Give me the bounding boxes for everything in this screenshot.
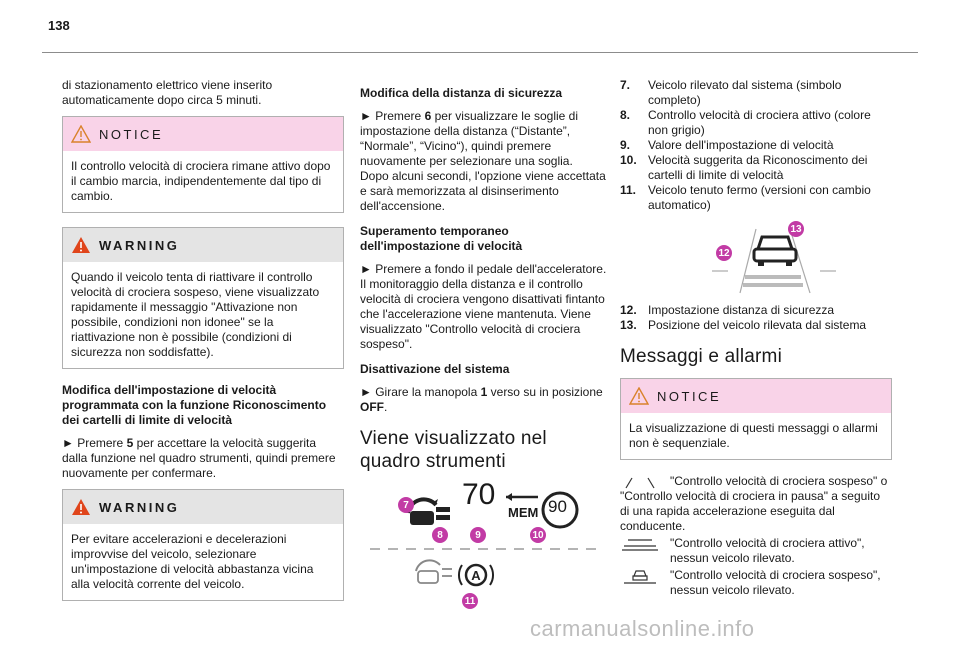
warning-title: WARNING xyxy=(99,237,180,253)
auto-hold-icon xyxy=(459,565,493,585)
distance-figure xyxy=(620,219,892,297)
warning-title-2: WARNING xyxy=(99,499,180,515)
list-item: 13. Posizione del veicolo rilevata dal sistema xyxy=(620,318,867,332)
notice-header-3 xyxy=(621,379,891,413)
para-press-5 xyxy=(62,436,344,481)
notice-title-3: NOTICE xyxy=(657,388,722,404)
column-3 xyxy=(620,78,892,600)
mem-label: MEM xyxy=(508,505,539,520)
para-rest: per accettare la velocità suggerita dalla funzione nel quadro strumenti, quindi premere nuovamente per confermare. xyxy=(62,436,336,480)
para-memorized: Dopo alcuni secondi, l'opzione viene accettata e sarà memorizzata al disinserimento dell'accensione. xyxy=(360,169,606,213)
message-item-1: "Controllo velocità di crociera sospeso" o "Controllo velocità di crociera in pausa" a seguito di una rapida accelerazione eseguita dal conducente. xyxy=(620,474,888,533)
para-mid: verso su in posizione xyxy=(490,385,603,399)
warning-body-2: Per evitare accelerazioni e decelerazioni improvvise del veicolo, selezionare un'impostazione di velocità abbastanza vicina alla velocità corrente del veicolo. xyxy=(71,532,314,591)
list-item: 7. Veicolo rilevato dal sistema (simbolo completo) xyxy=(620,78,842,107)
watermark: carmanualsonline.info xyxy=(530,616,755,641)
section-title-display: Viene visualizzato nel quadro strumenti xyxy=(360,428,547,472)
page-number: 138 xyxy=(48,18,70,33)
warning-triangle-icon xyxy=(71,498,91,516)
legend-list-1 xyxy=(620,78,892,213)
callout-badge-11: 11 xyxy=(462,593,478,609)
notice-header xyxy=(63,117,343,151)
para-knob xyxy=(360,385,608,415)
no-vehicle-suspended-icon xyxy=(620,570,660,584)
car-front-icon xyxy=(754,237,796,266)
notice-box-3 xyxy=(620,378,892,460)
distance-illustration xyxy=(620,219,892,297)
message-item-2: "Controllo velocità di crociera attivo", nessun veicolo rilevato. xyxy=(620,536,892,566)
notice-body: Il controllo velocità di crociera rimane attivo dopo il cambio marcia, indipendentemente dal tipo di cambio. xyxy=(71,159,331,203)
list-item: 10. Velocità suggerita da Riconoscimento dei cartelli di limite di velocità xyxy=(620,153,868,182)
cruise-inactive-icon xyxy=(416,560,452,583)
notice-triangle-icon xyxy=(629,387,649,405)
para-prefix: ► Girare la manopola xyxy=(360,385,478,399)
key-6: 6 xyxy=(424,109,432,123)
callout-badge-8: 8 xyxy=(432,527,448,543)
section-title-messages: Messaggi e allarmi xyxy=(620,346,782,367)
intro-text: di stazionamento elettrico viene inserito automaticamente dopo circa 5 minuti. xyxy=(62,78,273,107)
key-1: 1 xyxy=(480,385,488,399)
list-item: 9. Valore dell'impostazione di velocità xyxy=(620,138,834,152)
warning-header-2 xyxy=(63,490,343,524)
heading-speed-setting: Modifica dell'impostazione di velocità programmata con la funzione Riconoscimento dei cartelli di limite di velocità xyxy=(62,383,327,427)
notice-body-3: La visualizzazione di questi messaggi o allarmi non è sequenziale. xyxy=(629,421,878,450)
heading-deactivation: Disattivazione del sistema xyxy=(360,362,510,376)
para-press-6 xyxy=(360,109,608,169)
lane-lines-icon xyxy=(620,476,660,490)
list-item: 11. Veicolo tenuto fermo (versioni con cambio automatico) xyxy=(620,183,871,212)
notice-title: NOTICE xyxy=(99,126,164,142)
list-item: 12. Impostazione distanza di sicurezza xyxy=(620,303,835,317)
message-item-3: "Controllo velocità di crociera sospeso", nessun veicolo rilevato. xyxy=(620,568,892,598)
warning-box-2 xyxy=(62,489,344,601)
heading-distance: Modifica della distanza di sicurezza xyxy=(360,86,563,100)
callout-badge-7: 7 xyxy=(398,497,414,513)
para-prefix: ► Premere xyxy=(360,109,422,123)
set-speed-value: 70 xyxy=(462,478,496,511)
callout-badge-9: 9 xyxy=(470,527,486,543)
mem-icon xyxy=(506,493,538,501)
legend-list-2 xyxy=(620,303,892,333)
off-label: OFF xyxy=(360,400,384,414)
list-item: 8. Controllo velocità di crociera attivo (colore non grigio) xyxy=(620,108,871,137)
no-vehicle-active-icon xyxy=(620,538,660,552)
cruise-active-icon xyxy=(408,499,450,525)
para-accelerator: ► Premere a fondo il pedale dell'acceleratore. Il monitoraggio della distanza e il controllo velocità di crociera vengono disattivati fintanto che l'accelerazione viene mantenuta. Viene visualizzato "Controllo velocità di crociera sospeso". xyxy=(360,262,607,351)
para-dot: . xyxy=(384,400,388,414)
para-rest: per visualizzare le soglie di impostazione della distanza (“Distante”, “Normale”, “Vicino“), quindi premere nuovamente per selezionare una soglia. xyxy=(360,109,579,168)
callout-badge-12: 12 xyxy=(716,245,732,261)
heading-override: Superamento temporaneo dell'impostazione di velocità xyxy=(360,224,523,253)
warning-box xyxy=(62,227,344,369)
warning-triangle-icon xyxy=(71,236,91,254)
warning-body: Quando il veicolo tenta di riattivare il controllo velocità di crociera sospeso, viene visualizzato rapidamente il messaggio "Attivazione non possibile, condizioni non idonee" se la riattivazione non è possibile (condizioni di sicurezza non soddisfatte). xyxy=(71,270,320,359)
instrument-display-figure xyxy=(360,478,608,613)
svg-text:A: A xyxy=(471,568,481,583)
callout-badge-10: 10 xyxy=(530,527,546,543)
key-5: 5 xyxy=(126,436,134,450)
top-rule xyxy=(42,52,918,53)
notice-box xyxy=(62,116,344,213)
column-1 xyxy=(62,78,344,615)
para-prefix: ► Premere xyxy=(62,436,124,450)
warning-header xyxy=(63,228,343,262)
speed-limit-value: 90 xyxy=(548,497,567,516)
notice-triangle-icon xyxy=(71,125,91,143)
callout-badge-13: 13 xyxy=(788,221,804,237)
column-2 xyxy=(360,78,608,619)
